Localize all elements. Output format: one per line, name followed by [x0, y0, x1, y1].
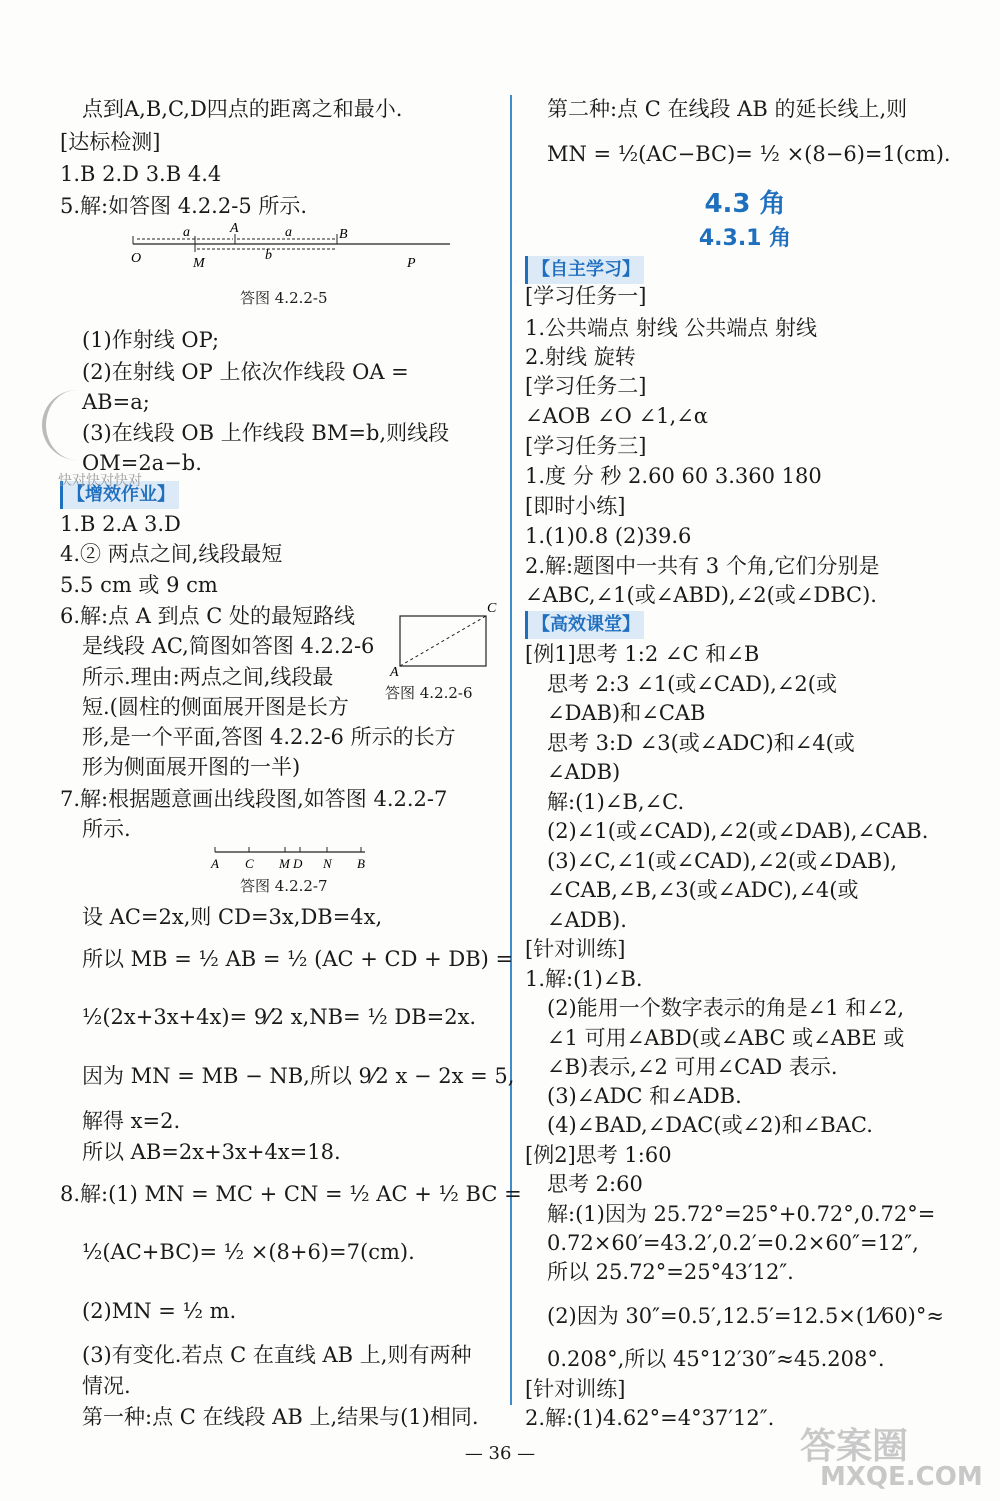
- text-line: 解得 x=2.: [82, 1109, 181, 1133]
- section-header: 【自主学习】: [525, 256, 644, 284]
- text-line: ∠ADB).: [547, 908, 627, 932]
- text-line: 1.公共端点 射线 公共端点 射线: [525, 316, 818, 340]
- column-divider: [510, 95, 512, 1405]
- text-line: [即时小练]: [525, 494, 626, 518]
- fig5-label-P: P: [407, 256, 416, 271]
- stamp-text: 快对快对快对: [58, 473, 142, 489]
- text-line: 所示.: [82, 817, 131, 841]
- text-line: 短.(圆柱的侧面展开图是长方: [82, 695, 349, 719]
- page-number: — 36 —: [464, 1443, 536, 1464]
- fig6-label-C: C: [487, 601, 497, 616]
- fig7-label-B: B: [357, 856, 365, 871]
- text-line: 所以 25.72°=25°43′12″.: [547, 1260, 794, 1284]
- text-line: [学习任务一]: [525, 284, 647, 308]
- text-line: ∠DAB)和∠CAB: [547, 701, 706, 725]
- text-line: (2)MN = ½ m.: [82, 1299, 237, 1323]
- text-line: ½(2x+3x+4x)= 9⁄2 x,NB= ½ DB=2x.: [82, 1005, 477, 1029]
- text-line: 1.解:(1)∠B.: [525, 967, 643, 991]
- text-line: 形,是一个平面,答图 4.2.2-6 所示的长方: [82, 725, 456, 749]
- text-line: 设 AC=2x,则 CD=3x,DB=4x,: [82, 905, 383, 929]
- text-line: 所示.理由:两点之间,线段最: [82, 665, 334, 689]
- text-line: ∠1 可用∠ABD(或∠ABC 或∠ABE 或: [547, 1026, 905, 1050]
- text-line: 所以 MB = ½ AB = ½ (AC + CD + DB) =: [82, 947, 514, 971]
- text-line: 解:(1)因为 25.72°=25°+0.72°,0.72°=: [547, 1202, 936, 1226]
- text-line: MN = ½(AC−BC)= ½ ×(8−6)=1(cm).: [547, 142, 951, 166]
- text-line: 第一种:点 C 在线段 AB 上,结果与(1)相同.: [82, 1405, 479, 1429]
- text-line: (3)∠C,∠1(或∠CAD),∠2(或∠DAB),: [547, 849, 898, 873]
- fig7-label-N: N: [323, 856, 332, 871]
- figure-4-2-2-6: [388, 600, 500, 680]
- section-title: 4.3.1 角: [698, 226, 792, 251]
- text-line: 7.解:根据题意画出线段图,如答图 4.2.2-7: [60, 787, 448, 811]
- figure-4-2-2-7: [205, 842, 375, 872]
- text-line: 2.射线 旋转: [525, 345, 636, 369]
- fig7-label-M: M: [279, 856, 290, 871]
- text-line: 6.解:点 A 到点 C 处的最短路线: [60, 604, 356, 628]
- text-line: (2)因为 30″=0.5′,12.5′=12.5×(1⁄60)°≈: [547, 1304, 944, 1328]
- text-line: [达标检测]: [60, 130, 161, 154]
- text-line: 点到A,B,C,D四点的距离之和最小.: [82, 97, 403, 121]
- text-line: 2.解:(1)4.62°=4°37′12″.: [525, 1406, 775, 1430]
- watermark: 答案圈: [800, 1426, 909, 1467]
- text-line: ∠ABC,∠1(或∠ABD),∠2(或∠DBC).: [525, 583, 877, 607]
- text-line: ∠AOB ∠O ∠1,∠α: [525, 404, 708, 428]
- text-line: 是线段 AC,简图如答图 4.2.2-6: [82, 634, 375, 658]
- fig5-label-O: O: [131, 251, 142, 266]
- text-line: 思考 2:60: [547, 1172, 643, 1196]
- text-line: 形为侧面展开图的一半): [82, 755, 301, 779]
- text-line: (1)作射线 OP;: [82, 328, 220, 352]
- watermark-url: MXQE.COM: [820, 1462, 983, 1492]
- text-line: ∠ADB): [547, 760, 621, 784]
- fig5-label-b: b: [265, 248, 272, 263]
- text-line: 2.解:题图中一共有 3 个角,它们分别是: [525, 554, 880, 578]
- text-line: 0.208°,所以 45°12′30″≈45.208°.: [547, 1347, 885, 1371]
- text-line: (2)∠1(或∠CAD),∠2(或∠DAB),∠CAB.: [547, 819, 929, 843]
- fig5-label-M: M: [193, 256, 205, 271]
- decorative-arc: [42, 390, 86, 460]
- fig5-label-A: A: [230, 222, 239, 236]
- text-line: AB=a;: [82, 390, 150, 414]
- text-line: 5.解:如答图 4.2.2-5 所示.: [60, 194, 308, 218]
- fig7-label-C: C: [245, 856, 254, 871]
- text-line: [例1]思考 1:2 ∠C 和∠B: [525, 642, 760, 666]
- text-line: 解:(1)∠B,∠C.: [547, 790, 685, 814]
- section-header: 【高效课堂】: [525, 611, 644, 639]
- section-title: 4.3 角: [704, 189, 786, 219]
- text-line: 所以 AB=2x+3x+4x=18.: [82, 1140, 341, 1164]
- text-line: ∠CAB,∠B,∠3(或∠ADC),∠4(或: [547, 878, 859, 902]
- text-line: 因为 MN = MB − NB,所以 9⁄2 x − 2x = 5,: [82, 1064, 515, 1088]
- text-line: (3)有变化.若点 C 在直线 AB 上,则有两种: [82, 1343, 472, 1367]
- fig5-label-a1: a: [183, 225, 190, 240]
- fig7-label-A: A: [211, 856, 219, 871]
- text-line: 4.② 两点之间,线段最短: [60, 542, 283, 566]
- text-line: [学习任务三]: [525, 434, 647, 458]
- text-line: [针对训练]: [525, 1377, 626, 1401]
- text-line: (2)能用一个数字表示的角是∠1 和∠2,: [547, 996, 905, 1020]
- text-line: 0.72×60′=43.2′,0.2′=0.2×60″=12″,: [547, 1231, 919, 1255]
- text-line: [针对训练]: [525, 937, 626, 961]
- text-line: [学习任务二]: [525, 374, 647, 398]
- section-header: 【增效作业】: [60, 481, 179, 509]
- text-line: 1.B 2.D 3.B 4.4: [60, 162, 222, 186]
- text-line: (2)在射线 OP 上依次作线段 OA =: [82, 360, 409, 384]
- fig6-caption: 答图 4.2.2-6: [385, 684, 473, 702]
- text-line: 情况.: [82, 1374, 131, 1398]
- text-line: 1.B 2.A 3.D: [60, 512, 181, 536]
- text-line: (3)在线段 OB 上作线段 BM=b,则线段: [82, 421, 450, 445]
- fig5-label-a2: a: [285, 225, 292, 240]
- text-line: 第二种:点 C 在线段 AB 的延长线上,则: [547, 97, 908, 121]
- text-line: ½(AC+BC)= ½ ×(8+6)=7(cm).: [82, 1240, 415, 1264]
- figure-4-2-2-5: [125, 222, 455, 272]
- text-line: 答图 4.2.2-7: [240, 877, 328, 895]
- text-line: OM=2a−b.: [82, 451, 202, 475]
- fig5-label-B: B: [339, 227, 348, 242]
- text-line: 1.(1)0.8 (2)39.6: [525, 524, 692, 548]
- text-line: (3)∠ADC 和∠ADB.: [547, 1084, 742, 1108]
- text-line: 思考 2:3 ∠1(或∠CAD),∠2(或: [547, 672, 837, 696]
- text-line: 8.解:(1) MN = MC + CN = ½ AC + ½ BC =: [60, 1182, 522, 1206]
- text-line: 答图 4.2.2-5: [240, 289, 328, 307]
- text-line: ∠B)表示,∠2 可用∠CAD 表示.: [547, 1055, 838, 1079]
- text-line: 5.5 cm 或 9 cm: [60, 573, 218, 597]
- fig6-label-A: A: [390, 665, 399, 680]
- text-line: 思考 3:D ∠3(或∠ADC)和∠4(或: [547, 731, 855, 755]
- text-line: [例2]思考 1:60: [525, 1143, 672, 1167]
- text-line: 1.度 分 秒 2.60 60 3.360 180: [525, 464, 822, 488]
- text-line: (4)∠BAD,∠DAC(或∠2)和∠BAC.: [547, 1113, 873, 1137]
- fig7-label-D: D: [293, 856, 303, 871]
